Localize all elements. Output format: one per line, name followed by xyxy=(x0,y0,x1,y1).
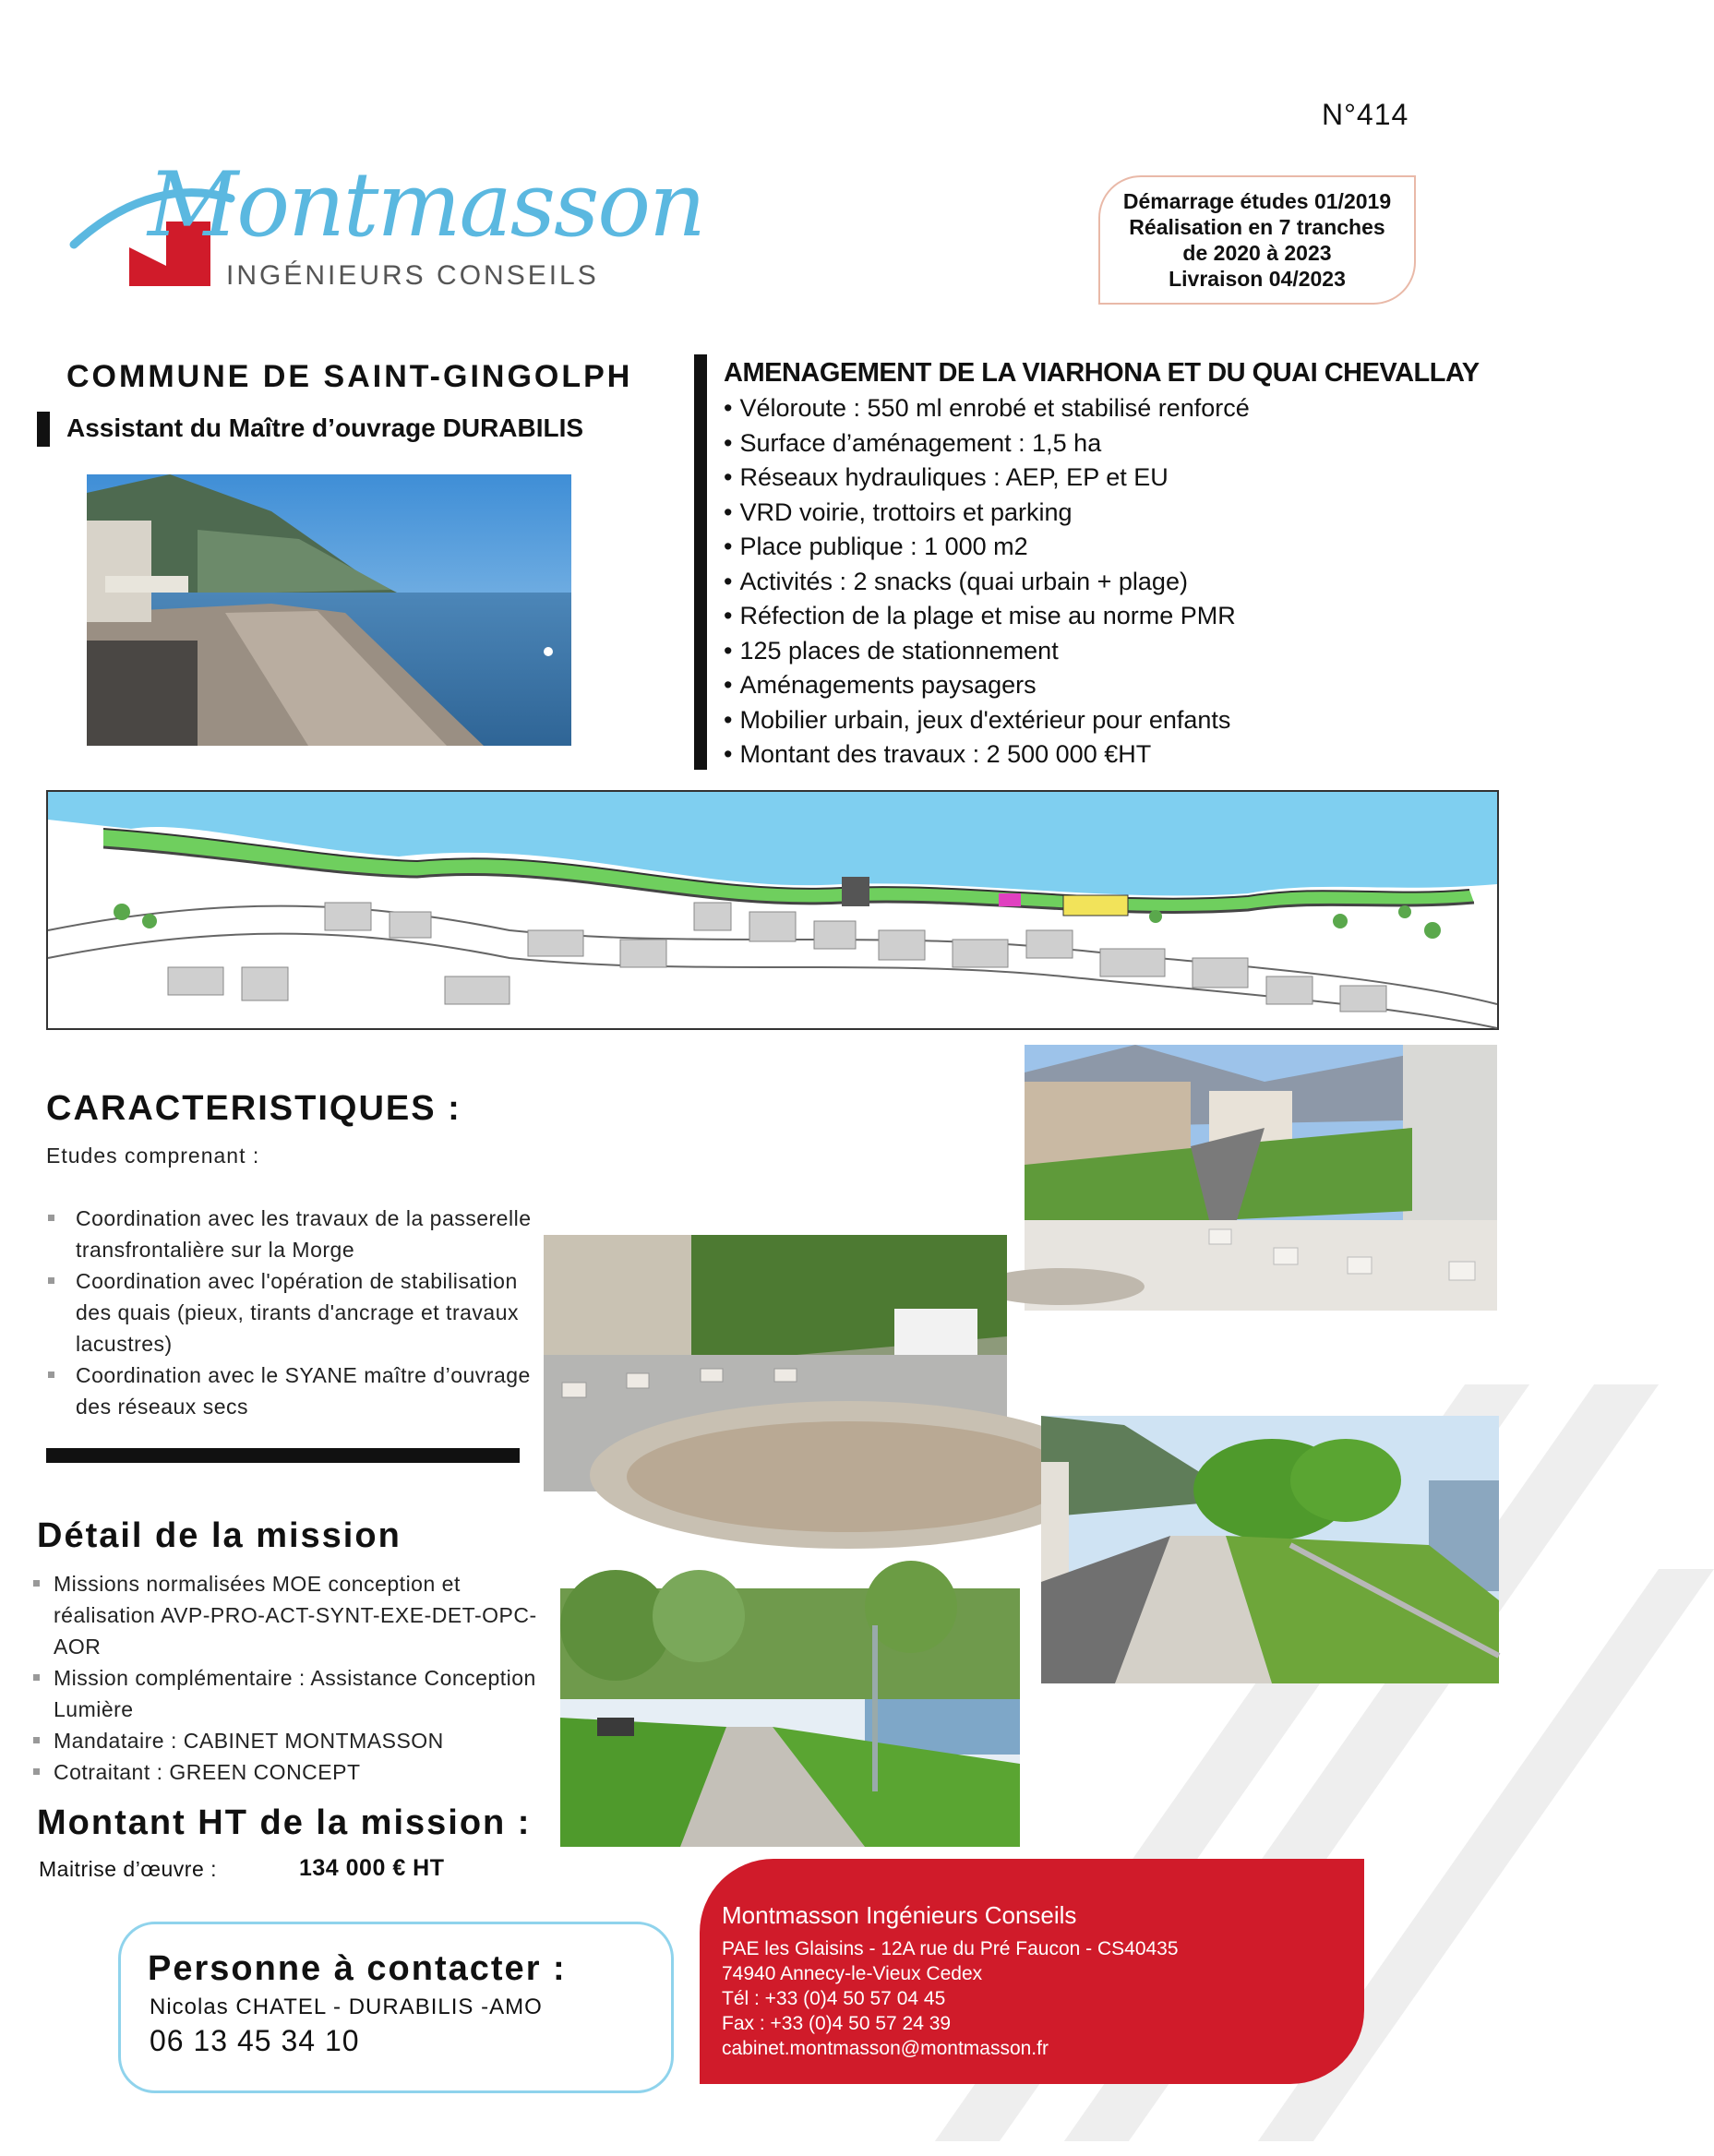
list-item: Missions normalisées MOE conception et réalisation AVP-PRO-ACT-SYNT-EXE-DET-OPC-AOR xyxy=(33,1568,559,1662)
schedule-line: de 2020 à 2023 xyxy=(1182,241,1332,265)
client-role: Assistant du Maître d’ouvrage DURABILIS xyxy=(66,413,584,442)
photo-lake-promenade xyxy=(87,474,571,746)
schedule-line: Livraison 04/2023 xyxy=(1169,267,1346,291)
list-item: • Surface d’aménagement : 1,5 ha xyxy=(724,426,1462,461)
company-fax: Fax : +33 (0)4 50 57 24 39 xyxy=(722,2013,952,2034)
list-item: • Aménagements paysagers xyxy=(724,668,1462,703)
section-bar xyxy=(694,354,707,770)
list-item: Coordination avec les travaux de la passerelle transfrontalière sur la Morge xyxy=(46,1203,535,1265)
list-item: Mandataire : CABINET MONTMASSON xyxy=(33,1725,559,1756)
reference-number: N°414 xyxy=(1322,98,1409,131)
svg-text:Montmasson: Montmasson xyxy=(148,153,704,257)
section-bar xyxy=(37,412,50,447)
list-item: • VRD voirie, trottoirs et parking xyxy=(724,496,1462,531)
logo-subtitle: INGÉNIEURS CONSEILS xyxy=(226,260,599,291)
list-item: • Montant des travaux : 2 500 000 €HT xyxy=(724,737,1462,773)
company-phone: Tél : +33 (0)4 50 57 04 45 xyxy=(722,1988,946,2009)
commune-title: COMMUNE DE SAINT-GINGOLPH xyxy=(66,359,633,394)
list-item: • Réfection de la plage et mise au norme PMR xyxy=(724,599,1462,634)
company-address: PAE les Glaisins - 12A rue du Pré Faucon - CS40435 xyxy=(722,1938,1179,1959)
photo-tree-alley xyxy=(560,1588,1020,1847)
list-item: Coordination avec l'opération de stabilisation des quais (pieux, tirants d'ancrage et travaux lacustres) xyxy=(46,1265,535,1359)
list-item: Coordination avec le SYANE maître d’ouvrage des réseaux secs xyxy=(46,1359,535,1422)
mission-title: Détail de la mission xyxy=(37,1516,402,1555)
list-item: • Mobilier urbain, jeux d'extérieur pour enfants xyxy=(724,703,1462,738)
section-divider xyxy=(46,1448,520,1463)
amount-title: Montant HT de la mission : xyxy=(37,1803,532,1842)
characteristics-intro: Etudes comprenant : xyxy=(46,1144,260,1168)
amount-value: 134 000 € HT xyxy=(299,1855,445,1881)
contact-phone: 06 13 45 34 10 xyxy=(150,2024,360,2057)
contact-name: Nicolas CHATEL - DURABILIS -AMO xyxy=(150,1994,543,2019)
list-item: • Réseaux hydrauliques : AEP, EP et EU xyxy=(724,461,1462,496)
company-email: cabinet.montmasson@montmasson.fr xyxy=(722,2038,1049,2059)
list-item: • Activités : 2 snacks (quai urbain + plage) xyxy=(724,565,1462,600)
list-item: • Véloroute : 550 ml enrobé et stabilisé renforcé xyxy=(724,391,1462,426)
mission-list xyxy=(33,1568,559,1788)
photo-public-square-stairs xyxy=(1025,1045,1497,1311)
photo-road-trees xyxy=(1041,1416,1499,1683)
company-name: Montmasson Ingénieurs Conseils xyxy=(722,1901,1077,1929)
amount-label: Maitrise d’œuvre : xyxy=(39,1857,218,1881)
project-title: AMENAGEMENT DE LA VIARHONA ET DU QUAI CHEVALLAY xyxy=(724,358,1480,388)
site-plan xyxy=(46,790,1499,1030)
photo-plaza-deck xyxy=(544,1235,1007,1491)
schedule-line: Démarrage études 01/2019 xyxy=(1122,189,1392,213)
schedule-box xyxy=(1098,175,1416,305)
list-item: Cotraitant : GREEN CONCEPT xyxy=(33,1756,559,1788)
characteristics-title: CARACTERISTIQUES : xyxy=(46,1089,461,1128)
characteristics-list xyxy=(46,1203,535,1422)
project-features-list xyxy=(724,391,1462,773)
schedule-line: Réalisation en 7 tranches xyxy=(1129,215,1385,239)
list-item: • 125 places de stationnement xyxy=(724,634,1462,669)
company-city: 74940 Annecy-le-Vieux Cedex xyxy=(722,1963,983,1984)
list-item: Mission complémentaire : Assistance Conception Lumière xyxy=(33,1662,559,1725)
contact-title: Personne à contacter : xyxy=(148,1949,567,1988)
list-item: • Place publique : 1 000 m2 xyxy=(724,530,1462,565)
